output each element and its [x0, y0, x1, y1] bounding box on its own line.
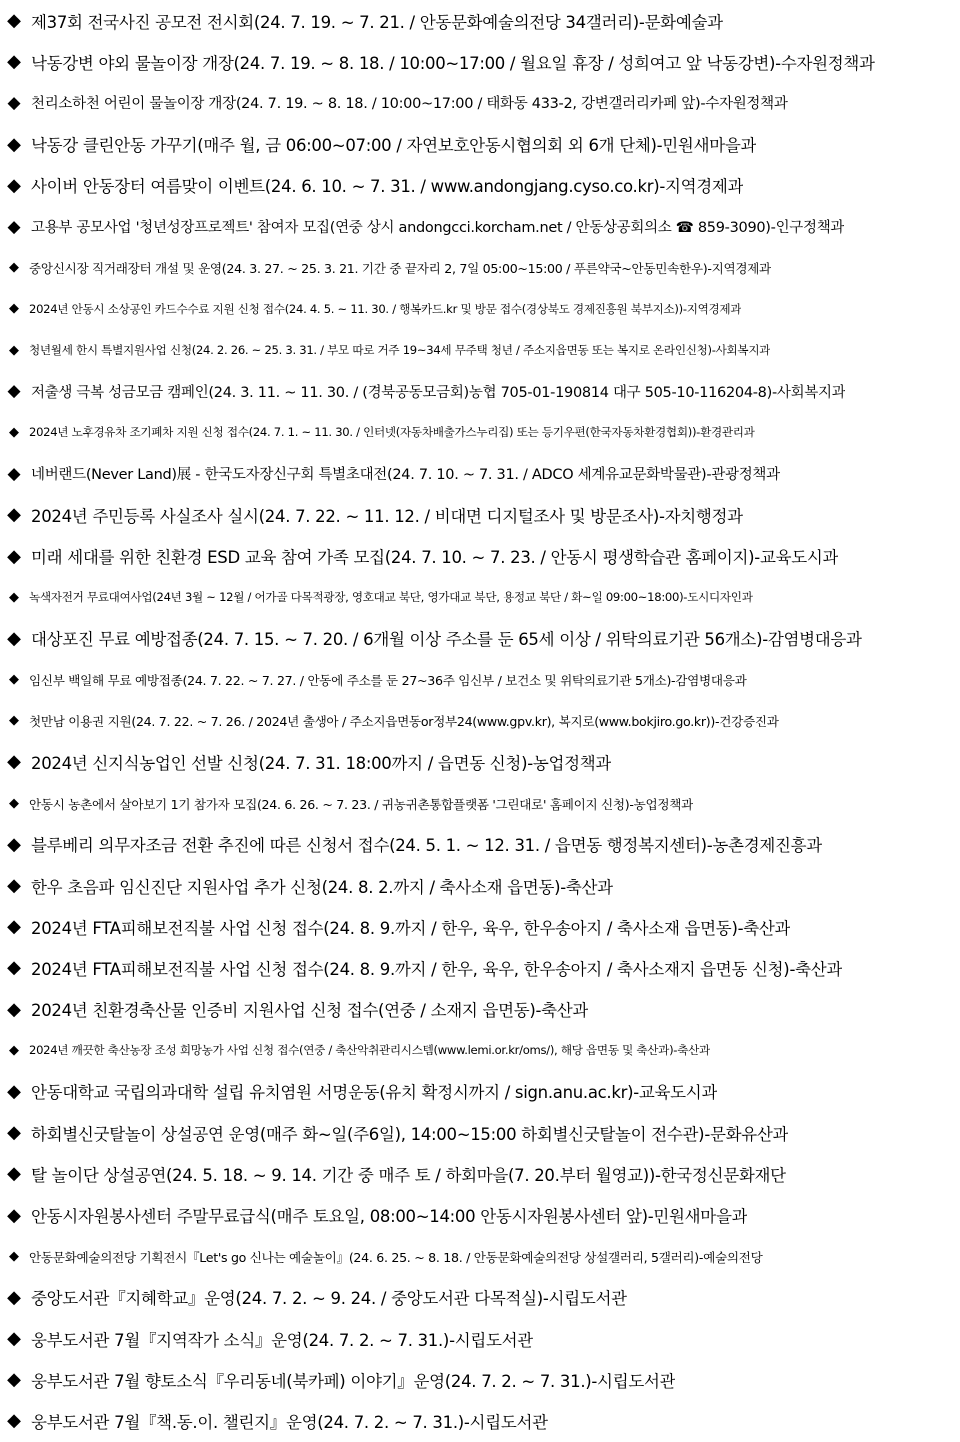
notice-text: 천리소하천 어린이 물놀이장 개장(24. 7. 19. ~ 8. 18. / 10:00~17:00 / 태화동 433-2, 강변갤러리카페 앞)-수자원정책과	[31, 96, 788, 113]
notice-item	[0, 330, 960, 371]
diamond-bullet-icon: ◆	[7, 504, 21, 526]
notice-item	[0, 494, 960, 535]
diamond-bullet-icon: ◆	[7, 381, 21, 402]
notice-text: 2024년 노후경유차 조기폐차 지원 신청 접수(24. 7. 1. ~ 11. 30. / 인터넷(자동차배출가스누리집) 또는 등기우편(한국자동차환경협회))-환경관리과	[29, 425, 755, 440]
notice-item	[0, 206, 960, 247]
notice-item	[0, 165, 960, 206]
notice-text: 임신부 백일해 무료 예방접종(24. 7. 22. ~ 7. 27. / 안동에 주소를 둔 27~36주 임신부 / 보건소 및 위탁의료기관 5개소)-감염병대응과	[29, 673, 747, 689]
notice-item	[0, 865, 960, 906]
notice-item	[0, 824, 960, 865]
diamond-bullet-icon: ◆	[9, 795, 19, 811]
notice-text: 낙동강 클린안동 가꾸기(매주 월, 금 06:00~07:00 / 자연보호안동시협의회 외 6개 단체)-민원새마을과	[31, 136, 757, 156]
notice-item	[0, 947, 960, 988]
diamond-bullet-icon: ◆	[7, 1122, 21, 1144]
notice-item	[0, 412, 960, 453]
notice-text: 안동문화예술의전당 기획전시『Let's go 신나는 예술놀이』(24. 6. 25. ~ 8. 18. / 안동문화예술의전당 상설갤러리, 5갤러리)-예술의전당	[29, 1249, 763, 1265]
diamond-bullet-icon: ◆	[7, 998, 21, 1020]
diamond-bullet-icon: ◆	[7, 1328, 21, 1350]
notice-text: 녹색자전거 무료대여사업(24년 3월 ~ 12월 / 어가골 다목적광장, 영호대교 북단, 영가대교 북단, 용정교 북단 / 화~일 09:00~18:00)-도시디자인과	[29, 590, 753, 605]
notice-item	[0, 1030, 960, 1071]
notice-text: 제37회 전국사진 공모전 전시회(24. 7. 19. ~ 7. 21. / 안동문화예술의전당 34갤러리)-문화예술과	[31, 12, 723, 32]
notice-text: 웅부도서관 7월 향토소식『우리동네(북카페) 이야기』운영(24. 7. 2. ~ 7. 31.)-시립도서관	[31, 1371, 676, 1391]
notice-text: 2024년 깨끗한 축산농장 조성 희망농가 사업 신청 접수(연중 / 축산악취관리시스템(www.lemi.or.kr/oms/), 해당 읍면동 및 축산과)-축산과	[29, 1043, 710, 1058]
notice-item	[0, 1153, 960, 1194]
diamond-bullet-icon: ◆	[9, 1042, 19, 1058]
diamond-bullet-icon: ◆	[9, 672, 19, 688]
diamond-bullet-icon: ◆	[7, 916, 21, 938]
notice-item	[0, 618, 960, 659]
diamond-bullet-icon: ◆	[7, 10, 21, 32]
diamond-bullet-icon: ◆	[9, 342, 19, 358]
notice-item	[0, 1277, 960, 1318]
notice-item	[0, 741, 960, 782]
notice-text: 안동시 농촌에서 살아보기 1기 참가자 모집(24. 6. 26. ~ 7. 23. / 귀농귀촌통합플랫폼 '그린대로' 홈페이지 신청)-농업정책과	[29, 796, 693, 812]
notice-item	[0, 1400, 960, 1441]
notice-text: 미래 세대를 위한 친환경 ESD 교육 참여 가족 모집(24. 7. 10. ~ 7. 23. / 안동시 평생학습관 홈페이지)-교육도시과	[31, 548, 839, 568]
diamond-bullet-icon: ◆	[9, 713, 19, 729]
notice-item	[0, 371, 960, 412]
notice-text: 블루베리 의무자조금 전환 추진에 따른 신청서 접수(24. 5. 1. ~ 12. 31. / 읍면동 행정복지센터)-농촌경제진흥과	[31, 836, 822, 856]
notice-text: 중앙도서관『지혜학교』운영(24. 7. 2. ~ 9. 24. / 중앙도서관 다목적실)-시립도서관	[31, 1289, 627, 1309]
diamond-bullet-icon: ◆	[7, 627, 21, 649]
diamond-bullet-icon: ◆	[7, 545, 21, 567]
notice-item	[0, 1194, 960, 1235]
notice-item	[0, 124, 960, 165]
notice-item	[0, 989, 960, 1030]
notice-text: 2024년 주민등록 사실조사 실시(24. 7. 22. ~ 11. 12. / 비대면 디지털조사 및 방문조사)-자치행정과	[31, 506, 743, 526]
notice-item	[0, 1071, 960, 1112]
notice-text: 웅부도서관 7월『책.동.이. 챌린지』운영(24. 7. 2. ~ 7. 31.)-시립도서관	[31, 1412, 548, 1432]
notice-item	[0, 247, 960, 288]
notice-item	[0, 1318, 960, 1359]
diamond-bullet-icon: ◆	[9, 301, 19, 317]
notice-text: 2024년 FTA피해보전직불 사업 신청 접수(24. 8. 9.까지 / 한우, 육우, 한우송아지 / 축사소재지 읍면동 신청)-축산과	[31, 959, 843, 979]
diamond-bullet-icon: ◆	[7, 1369, 21, 1391]
notice-item	[0, 0, 960, 41]
notice-text: 한우 초음파 임신진단 지원사업 추가 신청(24. 8. 2.까지 / 축사소재 읍면동)-축산과	[31, 877, 613, 897]
notice-text: 중앙신시장 직거래장터 개설 및 운영(24. 3. 27. ~ 25. 3. 21. 기간 중 끝자리 2, 7일 05:00~15:00 / 푸른약국~안동민속한우)-지역경제과	[29, 261, 771, 277]
diamond-bullet-icon: ◆	[7, 1204, 21, 1226]
notice-item	[0, 1236, 960, 1277]
notice-text: 웅부도서관 7월『지역작가 소식』운영(24. 7. 2. ~ 7. 31.)-시립도서관	[31, 1330, 533, 1350]
notice-text: 저출생 극복 성금모금 캠페인(24. 3. 11. ~ 11. 30. / (경북공동모금회)농협 705-01-190814 대구 505-10-116204-8)-사회복지과	[31, 384, 846, 401]
diamond-bullet-icon: ◆	[7, 174, 21, 196]
notice-item	[0, 906, 960, 947]
diamond-bullet-icon: ◆	[7, 833, 21, 855]
notice-text: 하회별신굿탈놀이 상설공연 운영(매주 화~일(주6일), 14:00~15:00 하회별신굿탈놀이 전수관)-문화유산과	[31, 1124, 789, 1144]
diamond-bullet-icon: ◆	[9, 1248, 19, 1264]
diamond-bullet-icon: ◆	[7, 1286, 21, 1308]
notice-item	[0, 82, 960, 123]
diamond-bullet-icon: ◆	[7, 216, 21, 237]
diamond-bullet-icon: ◆	[7, 51, 21, 73]
notice-item	[0, 453, 960, 494]
diamond-bullet-icon: ◆	[9, 260, 19, 276]
diamond-bullet-icon: ◆	[7, 751, 21, 773]
diamond-bullet-icon: ◆	[7, 1410, 21, 1432]
diamond-bullet-icon: ◆	[9, 589, 19, 605]
notice-text: 안동대학교 국립의과대학 설립 유치염원 서명운동(유치 확정시까지 / sign.anu.ac.kr)-교육도시과	[31, 1083, 718, 1103]
notice-item	[0, 659, 960, 700]
notice-text: 2024년 FTA피해보전직불 사업 신청 접수(24. 8. 9.까지 / 한우, 육우, 한우송아지 / 축사소재 읍면동)-축산과	[31, 918, 791, 938]
notice-text: 2024년 신지식농업인 선발 신청(24. 7. 31. 18:00까지 / 읍면동 신청)-농업정책과	[31, 753, 612, 773]
diamond-bullet-icon: ◆	[9, 424, 19, 440]
notice-item	[0, 288, 960, 329]
notice-text: 안동시자원봉사센터 주말무료급식(매주 토요일, 08:00~14:00 안동시자원봉사센터 앞)-민원새마을과	[31, 1207, 748, 1227]
notice-text: 낙동강변 야외 물놀이장 개장(24. 7. 19. ~ 8. 18. / 10:00~17:00 / 월요일 휴장 / 성희여고 앞 낙동강변)-수자원정책과	[31, 53, 875, 73]
diamond-bullet-icon: ◆	[7, 92, 21, 113]
notice-text: 청년월세 한시 특별지원사업 신청(24. 2. 26. ~ 25. 3. 31. / 부모 따로 거주 19~34세 무주택 청년 / 주소지읍면동 또는 복지로 온라인신청)-사회복지과	[29, 343, 771, 358]
diamond-bullet-icon: ◆	[7, 957, 21, 979]
notice-text: 첫만남 이용권 지원(24. 7. 22. ~ 7. 26. / 2024년 출생아 / 주소지읍면동or정부24(www.gpv.kr), 복지로(www.bokjiro.go.kr))-건강증진과	[29, 714, 779, 730]
notice-item	[0, 41, 960, 82]
notice-item	[0, 700, 960, 741]
notice-text: 2024년 친환경축산물 인증비 지원사업 신청 접수(연중 / 소재지 읍면동)-축산과	[31, 1001, 589, 1021]
notice-text: 대상포진 무료 예방접종(24. 7. 15. ~ 7. 20. / 6개월 이상 주소를 둔 65세 이상 / 위탁의료기관 56개소)-감염병대응과	[31, 630, 862, 650]
notice-item	[0, 1359, 960, 1400]
diamond-bullet-icon: ◆	[7, 133, 21, 155]
notice-text: 고용부 공모사업 '청년성장프로젝트' 참여자 모집(연중 상시 andongcci.korcham.net / 안동상공회의소 ☎ 859-3090)-인구정책과	[31, 220, 845, 237]
notice-item	[0, 783, 960, 824]
notice-text: 2024년 안동시 소상공인 카드수수료 지원 신청 접수(24. 4. 5. ~ 11. 30. / 행복카드.kr 및 방문 접수(경상북도 경제진흥원 북부지소))-지역경제과	[29, 301, 742, 316]
notice-item	[0, 535, 960, 576]
notice-item	[0, 1112, 960, 1153]
diamond-bullet-icon: ◆	[7, 463, 21, 484]
notice-text: 네버랜드(Never Land)展 - 한국도자장신구회 특별초대전(24. 7. 10. ~ 7. 31. / ADCO 세계유교문화박물관)-관광정책과	[31, 467, 780, 484]
diamond-bullet-icon: ◆	[7, 1163, 21, 1185]
notice-text: 사이버 안동장터 여름맞이 이벤트(24. 6. 10. ~ 7. 31. / www.andongjang.cyso.co.kr)-지역경제과	[31, 177, 744, 197]
diamond-bullet-icon: ◆	[7, 1080, 21, 1102]
diamond-bullet-icon: ◆	[7, 875, 21, 897]
notice-item	[0, 577, 960, 618]
notice-text: 탈 놀이단 상설공연(24. 5. 18. ~ 9. 14. 기간 중 매주 토 / 하회마을(7. 20.부터 월영교))-한국정신문화재단	[31, 1165, 786, 1185]
